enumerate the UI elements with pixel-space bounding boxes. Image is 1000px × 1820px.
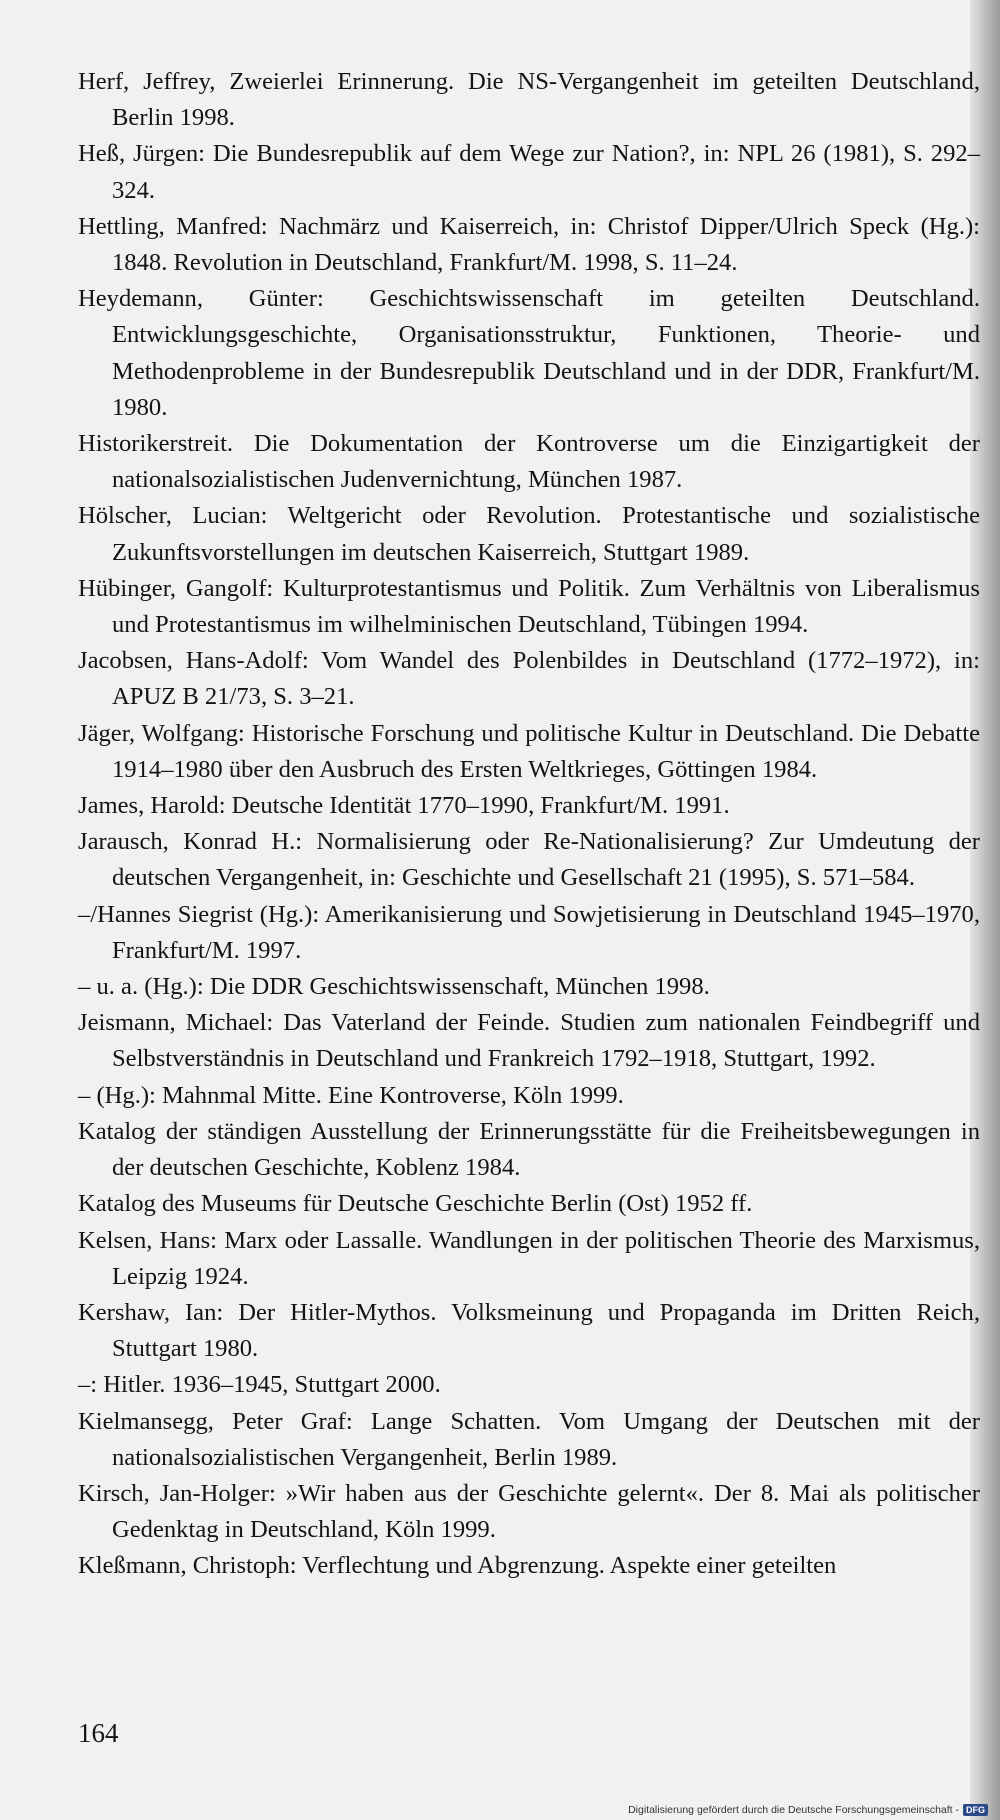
footer-text: Digitalisierung gefördert durch die Deutsche Forschungsgemeinschaft -: [628, 1804, 959, 1816]
bibliography-entry: Kleßmann, Christoph: Verflechtung und Abgrenzung. Aspekte einer geteilten: [78, 1552, 837, 1580]
bibliography-entry: Katalog des Museums für Deutsche Geschichte Berlin (Ost) 1952 ff.: [78, 1190, 753, 1218]
bibliography-entry: Jäger, Wolfgang: Historische Forschung und politische Kultur in Deutschland. Die Debatte 1914–1980 über den Ausbruch des Ersten Weltkrieges, Göttingen 1984.: [78, 719, 980, 783]
bibliography-entry: Kelsen, Hans: Marx oder Lassalle. Wandlungen in der politischen Theorie des Marxismus, Leipzig 1924.: [78, 1226, 980, 1290]
bibliography-entry: Hettling, Manfred: Nachmärz und Kaiserreich, in: Christof Dipper/Ulrich Speck (Hg.): 1848. Revolution in Deutschland, Frankfurt/M. 1998, S. 11–24.: [78, 212, 980, 277]
bibliography-entry: Hölscher, Lucian: Weltgericht oder Revolution. Protestantische und sozialistische Zukunftsvorstellungen im deutschen Kaiserreich, Stuttgart 1989.: [78, 502, 980, 566]
bibliography-entry: Kirsch, Jan-Holger: »Wir haben aus der Geschichte gelernt«. Der 8. Mai als politischer Gedenktag in Deutschland, Köln 1999.: [78, 1479, 980, 1544]
bibliography-entry: Jarausch, Konrad H.: Normalisierung oder Re-Nationalisierung? Zur Umdeutung der deutschen Vergangenheit, in: Geschichte und Gesellschaft 21 (1995), S. 571–584.: [78, 828, 980, 892]
bibliography-entry: Heß, Jürgen: Die Bundesrepublik auf dem Wege zur Nation?, in: NPL 26 (1981), S. 292–324.: [78, 140, 980, 204]
digitization-footer: [628, 1804, 988, 1816]
bibliography-entry: – (Hg.): Mahnmal Mitte. Eine Kontroverse, Köln 1999.: [78, 1081, 624, 1109]
bibliography-entry: –: Hitler. 1936–1945, Stuttgart 2000.: [78, 1371, 441, 1399]
bibliography-entry: Historikerstreit. Die Dokumentation der Kontroverse um die Einzigartigkeit der nationalsozialistischen Judenvernichtung, München 1987.: [78, 430, 980, 494]
bibliography-entry: Herf, Jeffrey, Zweierlei Erinnerung. Die NS-Vergangenheit im geteilten Deutschland, Berlin 1998.: [78, 68, 980, 132]
bibliography-entry: – u. a. (Hg.): Die DDR Geschichtswissenschaft, München 1998.: [78, 973, 710, 1001]
bibliography-entry: Jeismann, Michael: Das Vaterland der Feinde. Studien zum nationalen Feindbegriff und Selbstverständnis in Deutschland und Frankreich 1792–1918, Stuttgart, 1992.: [78, 1009, 980, 1073]
page-number: 164: [78, 1718, 119, 1748]
bibliography-entry: Katalog der ständigen Ausstellung der Erinnerungsstätte für die Freiheitsbewegungen in der deutschen Geschichte, Koblenz 1984.: [78, 1117, 980, 1182]
bibliography-entry: Kershaw, Ian: Der Hitler-Mythos. Volksmeinung und Propaganda im Dritten Reich, Stuttgart 1980.: [78, 1298, 980, 1363]
bibliography-entry: Hübinger, Gangolf: Kulturprotestantismus und Politik. Zum Verhältnis von Liberalismus und Protestantismus im wilhelminischen Deutschland, Tübingen 1994.: [78, 574, 980, 639]
bibliography-list: [78, 64, 980, 1585]
bibliography-entry: Jacobsen, Hans-Adolf: Vom Wandel des Polenbildes in Deutschland (1772–1972), in: APUZ B 21/73, S. 3–21.: [78, 647, 980, 711]
bibliography-entry: Heydemann, Günter: Geschichtswissenschaft im geteilten Deutschland. Entwicklungsgeschichte, Organisationsstruktur, Funktionen, Theorie- und Methodenprobleme in der Bundesrepublik Deutschland und in der DDR, Frankfurt/M. 1980.: [78, 285, 980, 421]
bibliography-entry: Kielmansegg, Peter Graf: Lange Schatten. Vom Umgang der Deutschen mit der nationalsozialistischen Vergangenheit, Berlin 1989.: [78, 1407, 980, 1471]
bibliography-entry: James, Harold: Deutsche Identität 1770–1990, Frankfurt/M. 1991.: [78, 792, 730, 820]
bibliography-entry: –/Hannes Siegrist (Hg.): Amerikanisierung und Sowjetisierung in Deutschland 1945–1970, Frankfurt/M. 1997.: [78, 900, 980, 964]
dfg-logo: DFG: [963, 1804, 988, 1816]
